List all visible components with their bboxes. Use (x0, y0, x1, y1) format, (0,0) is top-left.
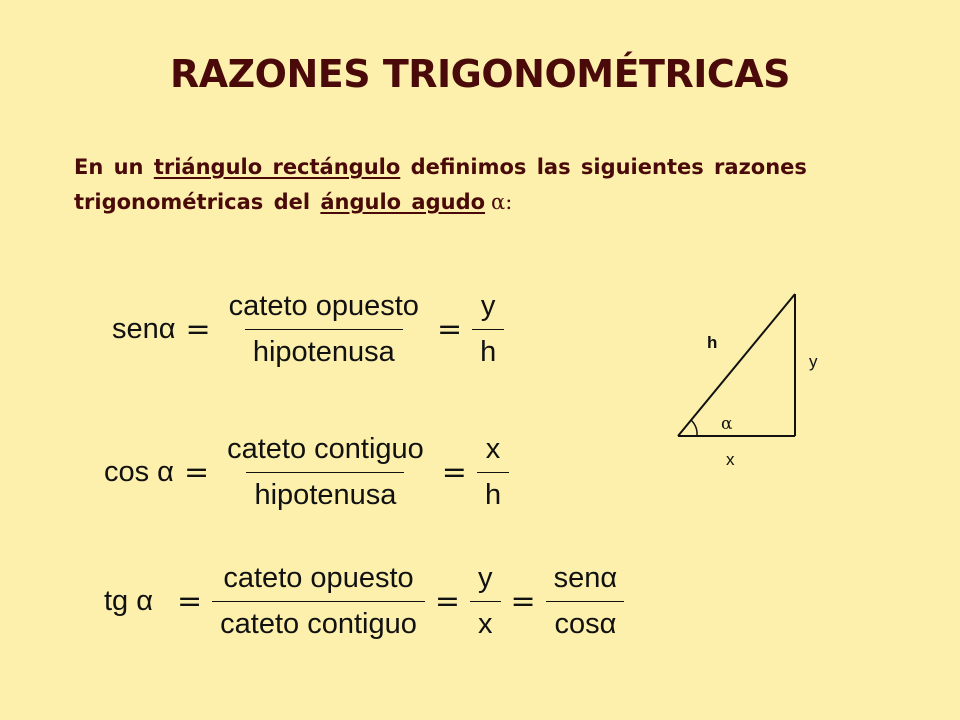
fraction-numerator: y (480, 290, 496, 322)
cosine-label: cos α (104, 456, 174, 488)
fraction-denominator: cosα (546, 601, 624, 641)
fraction-numerator: cateto contiguo (227, 433, 424, 465)
equals-sign: = (183, 455, 210, 490)
fraction-denominator: h (472, 329, 504, 369)
sine-label: senα (112, 313, 176, 345)
fraction-numerator: x (485, 433, 501, 465)
tangent-label: tg α (104, 585, 154, 617)
fraction-denominator: cateto contiguo (212, 601, 425, 641)
equals-sign: = (434, 584, 460, 619)
fraction-numerator: y (478, 562, 493, 594)
fraction-denominator: hipotenusa (246, 472, 404, 512)
equals-sign: = (441, 455, 467, 490)
equals-sign: = (436, 312, 463, 347)
intro-part-1: En un (74, 155, 154, 179)
equals-sign: = (177, 584, 203, 619)
fraction-denominator: hipotenusa (245, 329, 403, 369)
link-right-triangle[interactable]: triángulo rectángulo (153, 155, 401, 179)
hypotenuse-line (678, 294, 795, 436)
fraction-denominator: x (470, 601, 501, 641)
fraction-denominator: h (477, 472, 509, 512)
fraction-numerator: cateto opuesto (223, 562, 414, 594)
alpha-symbol: α: (491, 190, 513, 214)
equals-sign: = (185, 312, 211, 347)
page-title: RAZONES TRIGONOMÉTRICAS (169, 52, 791, 96)
base-leg-label: x (726, 450, 735, 469)
link-acute-angle[interactable]: ángulo agudo (320, 190, 486, 214)
hypotenuse-label: h (707, 333, 718, 352)
vertical-leg-label: y (809, 352, 818, 371)
equals-sign: = (510, 584, 536, 619)
fraction-numerator: cateto opuesto (228, 290, 419, 322)
angle-arc (691, 420, 697, 436)
intro-part-2: definimos las siguientes razones trigonométricas del (74, 155, 807, 214)
angle-alpha-label: α (721, 414, 733, 434)
fraction-numerator: senα (553, 562, 618, 594)
